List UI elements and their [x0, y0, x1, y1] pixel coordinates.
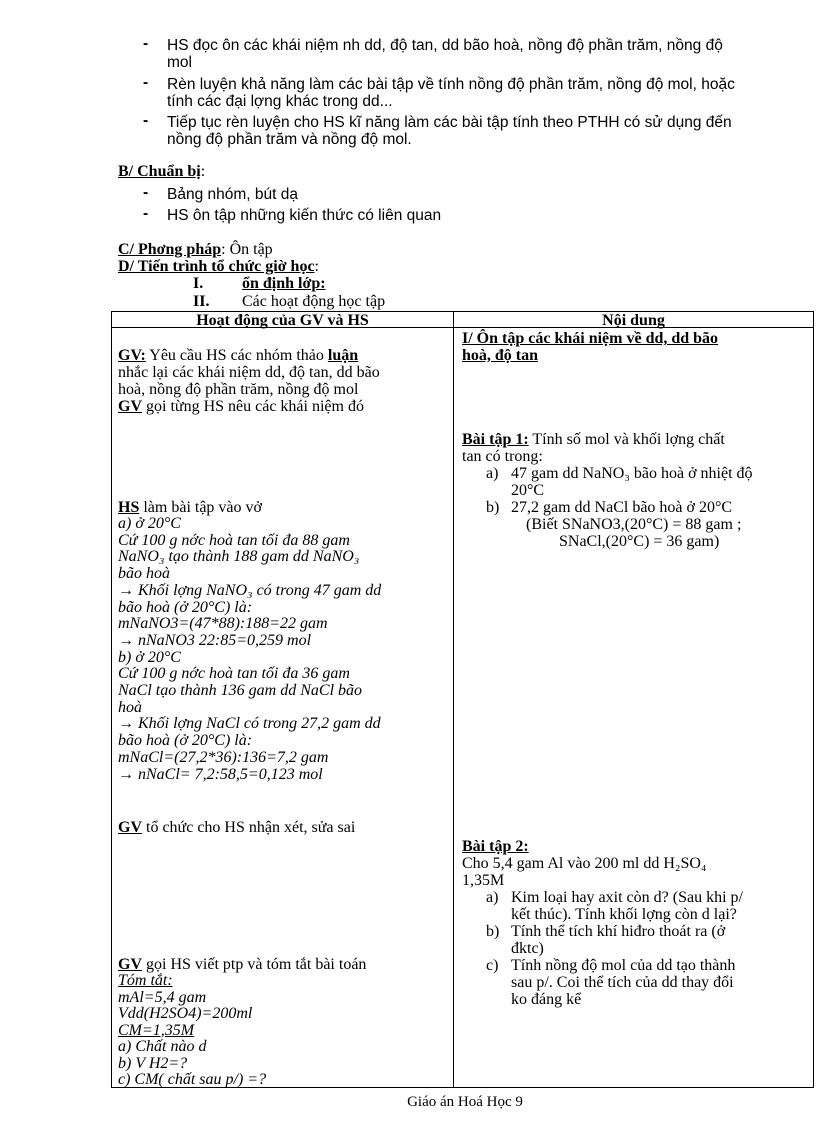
objective-1: - HS đọc ôn các khái niệm nh dd, độ tan, dd bão hoà, nồng độ phần trăm, nồng độ mol [167, 37, 807, 71]
header-left: Hoạt động của GV và HS [196, 312, 369, 329]
prep-item-2: - HS ôn tập những kiến thức có liên quan [167, 207, 807, 224]
gv-instruction-3: GV tổ chức cho HS nhận xét, sửa sai [118, 819, 356, 836]
roman-2: II. Các hoạt động học tập [193, 293, 386, 310]
exercise-2-c: c) Tính nồng độ mol của dd tạo thành sau p/. Coi thể tích của dd thay đổi ko đáng kể [486, 957, 736, 1008]
exercise-2: Bài tập 2: Cho 5,4 gam Al vào 200 ml dd H₂SO₄ 1,35M [462, 838, 707, 889]
section-b-heading: B/ Chuẩn bị: [118, 163, 206, 180]
prep-item-1: - Bảng nhóm, bút dạ [167, 186, 807, 203]
page-footer: Giáo án Hoá Học 9 [407, 1094, 523, 1110]
exercise-1-note-1: (Biết SNaNO3,(20°C) = 88 gam ; [526, 516, 742, 533]
header-right: Nội dung [602, 312, 665, 329]
exercise-1-note-2: SNaCl,(20°C) = 36 gam) [559, 533, 720, 550]
gv-instruction-4: GV gọi HS viết ptp và tóm tắt bài toán [118, 956, 367, 973]
exercise-1-b: b) 27,2 gam dd NaCl bão hoà ở 20°C [486, 499, 733, 516]
gv-instruction-2: GV gọi từng HS nêu các khái niệm đó [118, 398, 364, 415]
exercise-2-b: b) Tính thể tích khí hiđro thoát ra (ở đktc) [486, 923, 726, 957]
hs-task: HS làm bài tập vào vở [118, 499, 262, 516]
summary: Tóm tắt: mAl=5,4 gam Vdd(H2SO4)=200ml CM=1,35M a) Chất nào d b) V H2=? c) CM( chất sau p/) =? [118, 972, 267, 1088]
gv-instruction-1: GV: Yêu cầu HS các nhóm thảo luận nhắc lại các khái niệm dd, độ tan, dd bão hoà, nồng độ phần trăm, nồng độ mol [118, 347, 380, 398]
solution-1: a) ở 20°C Cứ 100 g nớc hoà tan tối đa 88 gam NaNO₃ tạo thành 188 gam dd NaNO₃ bão hoà → Khối lợng NaNO₃ có trong 47 gam dd bão hoà (ở 20°C) là: mNaNO3=(47*88):188=22 gam → nNaNO3 22:85=0,259 mol b) ở 20°C Cứ 100 g nớc hoà tan tối đa 36 gam NaCl tạo thành 136 gam dd NaCl bão hoà → Khối lợng NaCl có trong 27,2 gam dd bão hoà (ở 20°C) là: mNaCl=(27,2*36):136=7,2 gam → nNaCl= 7,2:58,5=0,123 mol [118, 515, 382, 783]
objective-3: - Tiếp tục rèn luyện cho HS kĩ năng làm các bài tập tính theo PTHH có sử dụng đến nồng độ phần trăm và nồng độ mol. [167, 114, 807, 148]
exercise-1: Bài tập 1: Tính số mol và khối lợng chất tan có trong: [462, 431, 725, 465]
objective-2: - Rèn luyện khả năng làm các bài tập về tính nồng độ phần trăm, nồng độ mol, hoặc tính các đại lợng khác trong dd... [167, 76, 807, 110]
roman-1: I. ổn định lớp: [193, 275, 326, 292]
section-1-title: I/ Ôn tập các khái niệm về dd, dd bão hoà, độ tan [462, 330, 719, 364]
section-c-heading: C/ Phơng pháp: Ôn tập [118, 241, 273, 258]
exercise-2-a: a) Kim loại hay axit còn d? (Sau khi p/ kết thúc). Tính khối lợng còn d lại? [486, 889, 743, 923]
section-d-heading: D/ Tiến trình tổ chức giờ học: [118, 258, 319, 275]
exercise-1-a: a) 47 gam dd NaNO₃ bão hoà ở nhiệt độ 20°C [486, 465, 753, 499]
